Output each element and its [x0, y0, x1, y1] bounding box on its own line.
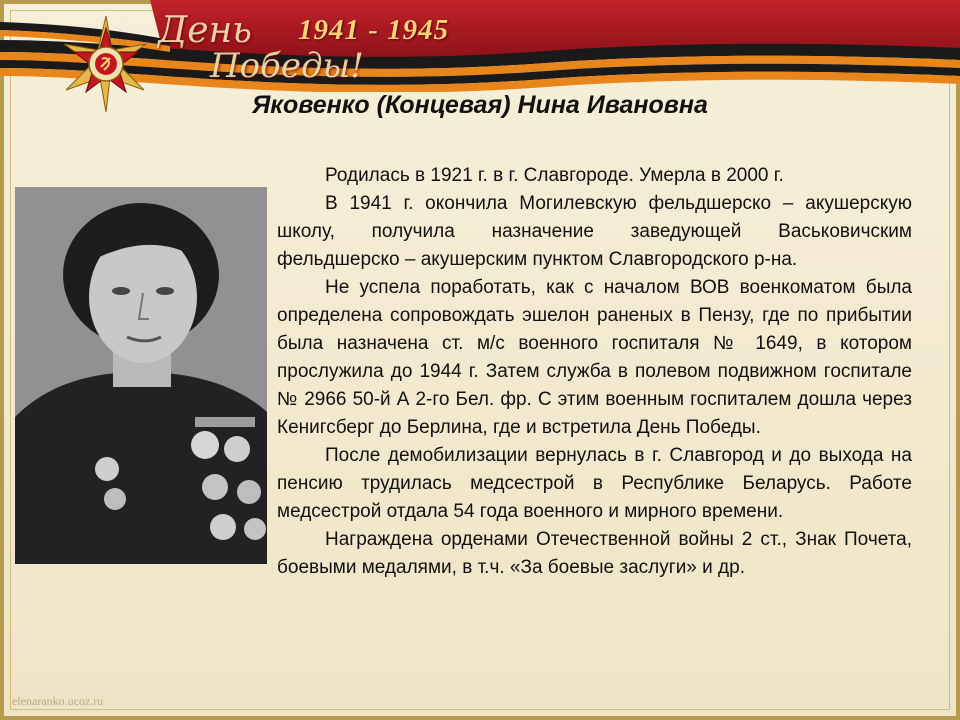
biography-text	[277, 162, 912, 582]
bio-paragraph-2: В 1941 г. окончила Могилевскую фельдшерско – акушерскую школу, получила назначение заведующей Васьковичским фельдшерско – акушерским пунктом Славгородского р-на.	[277, 193, 912, 270]
script-title-line2: Победы!	[210, 46, 364, 86]
years-title: 1941 - 1945	[298, 14, 450, 46]
bio-paragraph-1: Родилась в 1921 г. в г. Славгороде. Умерла в 2000 г.	[325, 165, 784, 186]
watermark: elenaranko.ucoz.ru	[12, 694, 104, 708]
portrait-photo	[15, 187, 267, 564]
bio-paragraph-4: После демобилизации вернулась в г. Славгород и до выхода на пенсию трудилась медсестрой в Республике Беларусь. Работе медсестрой отдала 54 года военного и мирного времени.	[277, 445, 912, 522]
bio-paragraph-3: Не успела поработать, как с началом ВОВ военкоматом была определена сопровождать эшелон раненых в Пензу, где по прибытии была назначена ст. м/с военного госпиталя № 1649, в котором прослужила до 1944 г. Затем служба в полевом подвижном госпитале № 2966 50-й А 2-го Бел. фр. С этим военным госпиталем дошла через Кенигсберг до Берлина, где и встретила День Победы.	[277, 277, 912, 438]
person-name-heading: Яковенко (Концевая) Нина Ивановна	[252, 91, 708, 119]
bio-paragraph-5: Награждена орденами Отечественной войны 2 ст., Знак Почета, боевыми медалями, в т.ч. «За боевые заслуги» и др.	[277, 529, 912, 578]
script-title-line1: День	[158, 10, 252, 51]
